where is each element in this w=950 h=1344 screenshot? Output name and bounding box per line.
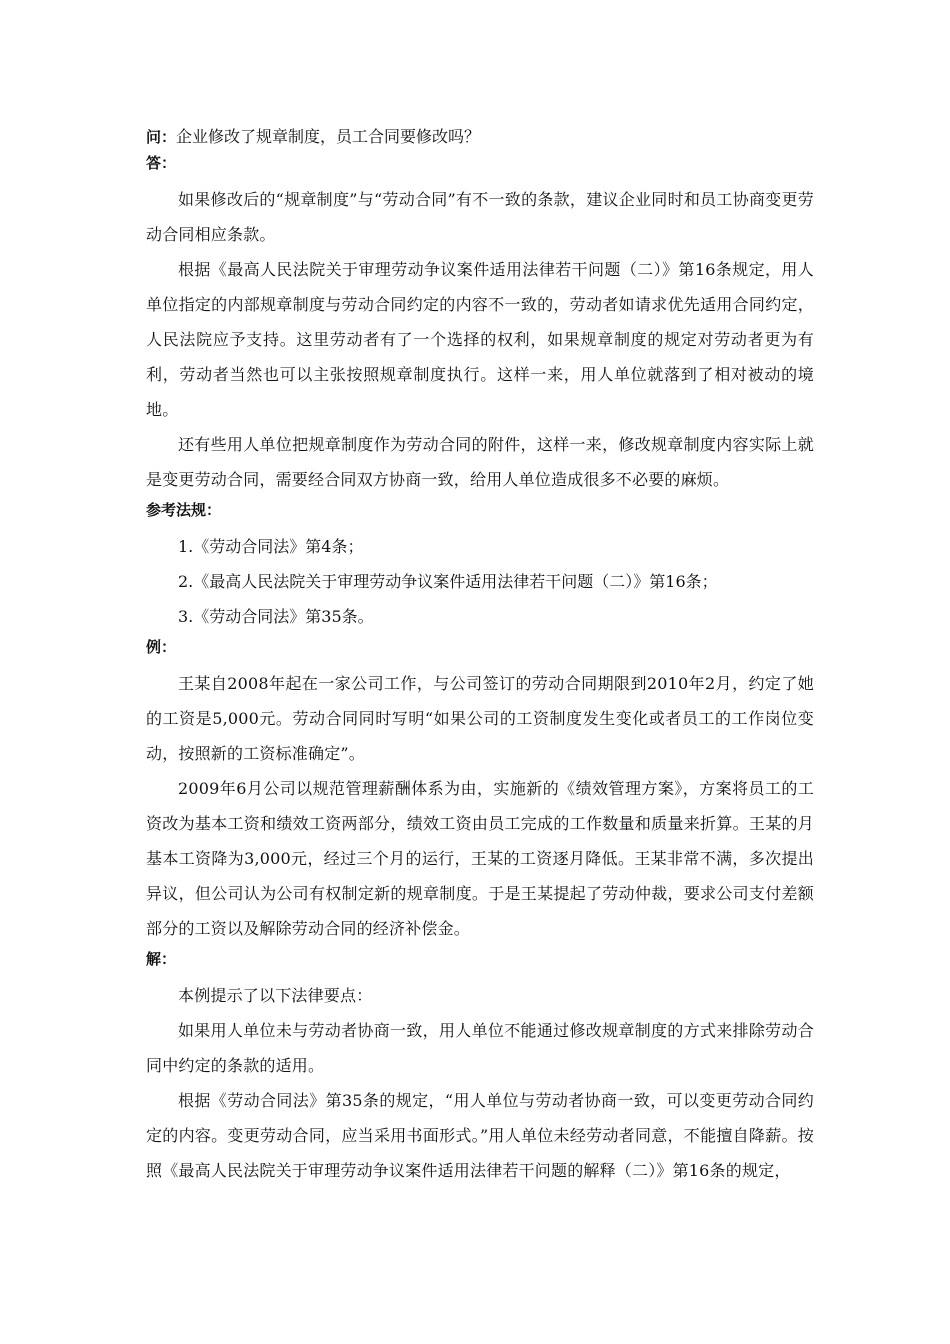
example-paragraph: 2009年6月公司以规范管理薪酬体系为由，实施新的《绩效管理方案》，方案将员工的工资改为基本工资和绩效工资两部分，绩效工资由员工完成的工作数量和质量来折算。王某的月基本工资降为3,000元，经过三个月的运行，王某的工资逐月降低。王某非常不满，多次提出异议，但公司认为公司有权制定新的规章制度。于是王某提起了劳动仲裁，要求公司支付差额部分的工资以及解除劳动合同的经济补偿金。	[146, 779, 814, 938]
solution-paragraph: 如果用人单位未与劳动者协商一致，用人单位不能通过修改规章制度的方式来排除劳动合同中约定的条款的适用。	[146, 1021, 814, 1075]
answer-paragraph: 如果修改后的“规章制度”与“劳动合同”有不一致的条款，建议企业同时和员工协商变更劳动合同相应条款。	[146, 190, 814, 244]
example-paragraph: 王某自2008年起在一家公司工作，与公司签订的劳动合同期限到2010年2月，约定了她的工资是5,000元。劳动合同同时写明“如果公司的工资制度发生变化或者员工的工作岗位变动，按照新的工资标准确定”。	[146, 674, 814, 763]
reference-item: 1.《劳动合同法》第4条；	[178, 537, 364, 556]
document-body	[146, 124, 814, 1188]
references-heading: 参考法规：	[146, 501, 222, 519]
answer-heading: 答：	[146, 154, 177, 172]
question-label: 问：	[146, 128, 177, 146]
answer-paragraph: 还有些用人单位把规章制度作为劳动合同的附件，这样一来，修改规章制度内容实际上就是变更劳动合同，需要经合同双方协商一致，给用人单位造成很多不必要的麻烦。	[146, 435, 814, 489]
solution-paragraph: 本例提示了以下法律要点：	[178, 986, 373, 1005]
solution-heading: 解：	[146, 950, 177, 968]
answer-paragraph: 根据《最高人民法院关于审理劳动争议案件适用法律若干问题（二）》第16条规定，用人单位指定的内部规章制度与劳动合同约定的内容不一致的，劳动者如请求优先适用合同约定，人民法院应予支持。这里劳动者有了一个选择的权利，如果规章制度的规定对劳动者更为有利，劳动者当然也可以主张按照规章制度执行。这样一来，用人单位就落到了相对被动的境地。	[146, 260, 814, 419]
question-line	[146, 124, 814, 150]
reference-item: 2.《最高人民法院关于审理劳动争议案件适用法律若干问题（二）》第16条；	[178, 572, 718, 591]
reference-item: 3.《劳动合同法》第35条。	[178, 607, 374, 626]
example-heading: 例：	[146, 638, 177, 656]
solution-paragraph: 根据《劳动合同法》第35条的规定，“用人单位与劳动者协商一致，可以变更劳动合同约定的内容。变更劳动合同，应当采用书面形式。”用人单位未经劳动者同意，不能擅自降薪。按照《最高人民法院关于审理劳动争议案件适用法律若干问题的解释（二）》第16条的规定，	[146, 1091, 814, 1180]
question-text: 企业修改了规章制度，员工合同要修改吗？	[176, 127, 481, 146]
